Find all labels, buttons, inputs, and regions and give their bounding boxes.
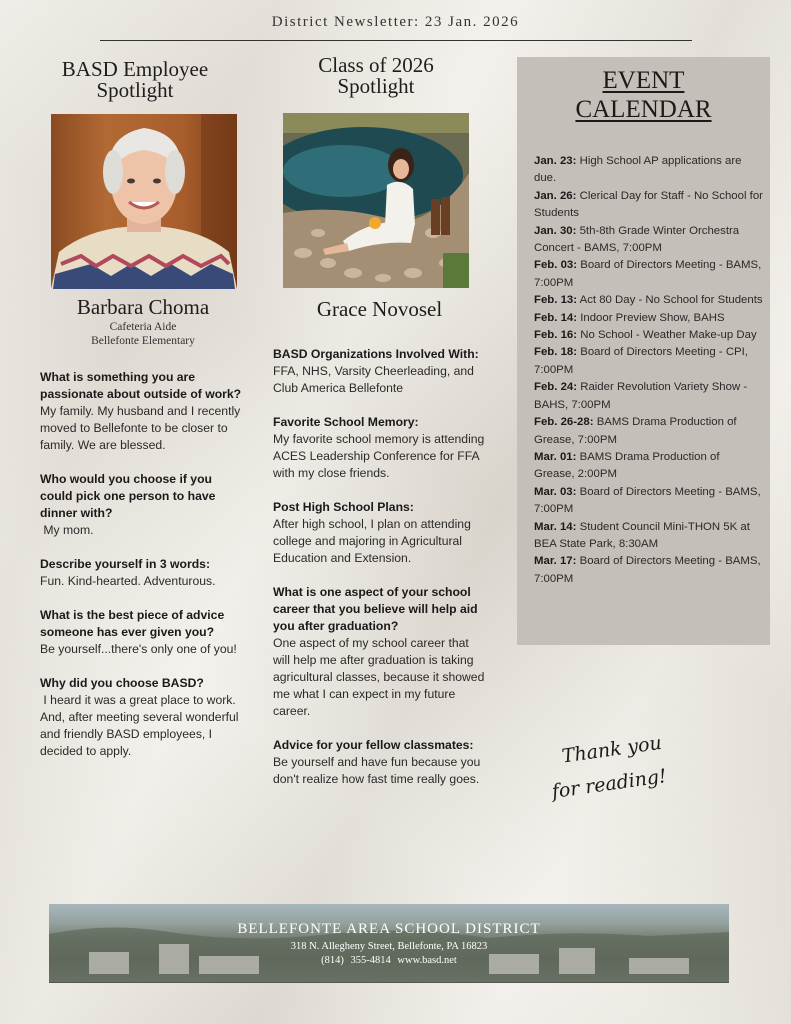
answer: My family. My husband and I recently moved to Bellefonte to be closer to family. We are blessed. xyxy=(40,404,241,452)
event-date: Feb. 16: xyxy=(534,329,578,342)
calendar-event xyxy=(534,188,763,223)
employee-spotlight-heading xyxy=(40,59,230,101)
calendar-event xyxy=(534,223,763,258)
event-description: Clerical Day for Staff - No School for Students xyxy=(534,189,763,220)
question: Why did you choose BASD? xyxy=(40,676,204,690)
event-date: Feb. 03: xyxy=(534,259,578,272)
calendar-event xyxy=(534,484,763,519)
event-description: High School AP applications are due. xyxy=(534,155,742,185)
qa-item xyxy=(273,499,488,567)
event-description: Indoor Preview Show, BAHS xyxy=(580,311,725,324)
answer: Be yourself...there's only one of you! xyxy=(40,642,237,656)
calendar-event xyxy=(534,449,763,484)
event-description: Student Council Mini-THON 5K at BEA State Park, 8:30AM xyxy=(534,520,750,550)
event-description: No School - Weather Make-up Day xyxy=(580,329,757,342)
calendar-event xyxy=(534,292,763,309)
qa-item xyxy=(273,737,488,788)
calendar-event xyxy=(534,344,763,379)
event-description: Board of Directors Meeting - BAMS, 7:00PM xyxy=(534,555,761,585)
event-date: Mar. 03: xyxy=(534,485,577,498)
svg-text:Thank you: Thank you xyxy=(560,731,664,768)
event-description: BAMS Drama Production of Grease, 2:00PM xyxy=(534,450,720,481)
district-phone: (814) 355-4814 xyxy=(321,955,391,966)
answer: My mom. xyxy=(43,523,94,537)
calendar-event xyxy=(534,153,763,188)
question: What is something you are passionate about outside of work? xyxy=(40,370,242,401)
employee-role: Cafeteria Aide xyxy=(109,321,177,333)
calendar-title-line2: CALENDAR xyxy=(575,96,712,123)
answer: Fun. Kind-hearted. Adventurous. xyxy=(40,574,216,588)
event-calendar-panel xyxy=(517,57,770,645)
event-date: Mar. 17: xyxy=(534,555,577,568)
employee-position xyxy=(40,320,246,348)
event-calendar-title xyxy=(517,66,770,124)
event-description: 5th-8th Grade Winter Orchestra Concert - BAMS, 7:00PM xyxy=(534,224,740,255)
answer: Be yourself and have fun because you don't realize how fast time really goes. xyxy=(273,755,481,786)
qa-item xyxy=(40,556,245,590)
question: Favorite School Memory: xyxy=(273,415,419,429)
calendar-event xyxy=(534,327,763,344)
event-date: Feb. 24: xyxy=(534,381,578,394)
student-heading-line1: Class of 2026 xyxy=(318,53,434,77)
question: Advice for your fellow classmates: xyxy=(273,738,474,752)
student-qa-list xyxy=(273,346,488,805)
event-date: Feb. 18: xyxy=(534,346,578,359)
qa-item xyxy=(40,471,245,539)
question: Describe yourself in 3 words: xyxy=(40,557,211,571)
question: What is the best piece of advice someone has ever given you? xyxy=(40,608,225,639)
event-date: Feb. 13: xyxy=(534,294,578,307)
employee-qa-list xyxy=(40,369,245,777)
calendar-event xyxy=(534,553,763,588)
student-spotlight-heading xyxy=(283,55,469,97)
masthead-divider xyxy=(100,40,692,41)
qa-item xyxy=(40,675,245,760)
event-description: Act 80 Day - No School for Students xyxy=(579,294,763,307)
svg-text:for reading!: for reading! xyxy=(550,765,668,804)
employee-heading-line2: Spotlight xyxy=(96,78,174,102)
district-name: BELLEFONTE AREA SCHOOL DISTRICT xyxy=(237,921,541,937)
qa-item xyxy=(273,414,488,482)
district-website[interactable]: www.basd.net xyxy=(397,955,457,966)
district-address: 318 N. Allegheny Street, Bellefonte, PA 16823 xyxy=(290,941,488,952)
district-footer-banner xyxy=(49,904,729,982)
student-photo xyxy=(283,113,469,288)
student-heading-line2: Spotlight xyxy=(337,74,415,98)
event-date: Jan. 26: xyxy=(534,189,577,202)
question: BASD Organizations Involved With: xyxy=(273,347,479,361)
event-date: Mar. 14: xyxy=(534,520,577,533)
answer: After high school, I plan on attending college and majoring in Agricultural Education and Extension. xyxy=(273,517,471,565)
qa-item xyxy=(40,607,245,658)
event-description: BAMS Drama Production of Grease, 7:00PM xyxy=(534,416,737,446)
thank-you-signature xyxy=(540,718,690,818)
question: Who would you choose if you could pick one person to have dinner with? xyxy=(40,472,216,520)
calendar-event xyxy=(534,379,763,414)
event-description: Board of Directors Meeting - CPI, 7:00PM xyxy=(534,346,748,376)
footer-divider xyxy=(49,982,729,983)
newsletter-masthead: District Newsletter: 23 Jan. 2026 xyxy=(271,14,520,30)
employee-name: Barbara Choma xyxy=(76,295,210,319)
answer: FFA, NHS, Varsity Cheerleading, and Club America Bellefonte xyxy=(273,364,474,395)
employee-photo xyxy=(51,114,237,289)
answer: I heard it was a great place to work. And, after meeting several wonderful and friendly BASD employees, I decided to apply. xyxy=(40,693,239,758)
employee-heading-line1: BASD Employee xyxy=(61,57,209,81)
event-date: Jan. 23: xyxy=(534,155,577,167)
qa-item xyxy=(40,369,245,454)
event-description: Board of Directors Meeting - BAMS, 7:00PM xyxy=(534,485,761,516)
calendar-event xyxy=(534,519,763,554)
calendar-event xyxy=(534,310,763,327)
event-description: Raider Revolution Variety Show - BAHS, 7:00PM xyxy=(534,381,748,411)
student-name: Grace Novosel xyxy=(316,297,443,321)
question: What is one aspect of your school career that you believe will help aid you after graduation? xyxy=(273,585,478,633)
event-description: Board of Directors Meeting - BAMS, 7:00PM xyxy=(534,259,762,289)
question: Post High School Plans: xyxy=(273,500,414,514)
district-contact xyxy=(49,955,729,966)
answer: One aspect of my school career that will help me after graduation is taking agricultural classes, because it showed me what I can expect in my future career. xyxy=(273,636,485,718)
employee-school: Bellefonte Elementary xyxy=(91,335,195,347)
calendar-event xyxy=(534,414,763,449)
event-list xyxy=(534,153,763,588)
qa-item xyxy=(273,584,488,720)
qa-item xyxy=(273,346,488,397)
event-date: Jan. 30: xyxy=(534,224,577,237)
calendar-event xyxy=(534,257,763,292)
event-date: Feb. 26-28: xyxy=(534,416,594,429)
answer: My favorite school memory is attending ACES Leadership Conference for FFA with my close friends. xyxy=(273,432,485,480)
event-date: Mar. 01: xyxy=(534,450,577,463)
event-date: Feb. 14: xyxy=(534,311,578,324)
calendar-title-line1: EVENT xyxy=(602,67,685,94)
